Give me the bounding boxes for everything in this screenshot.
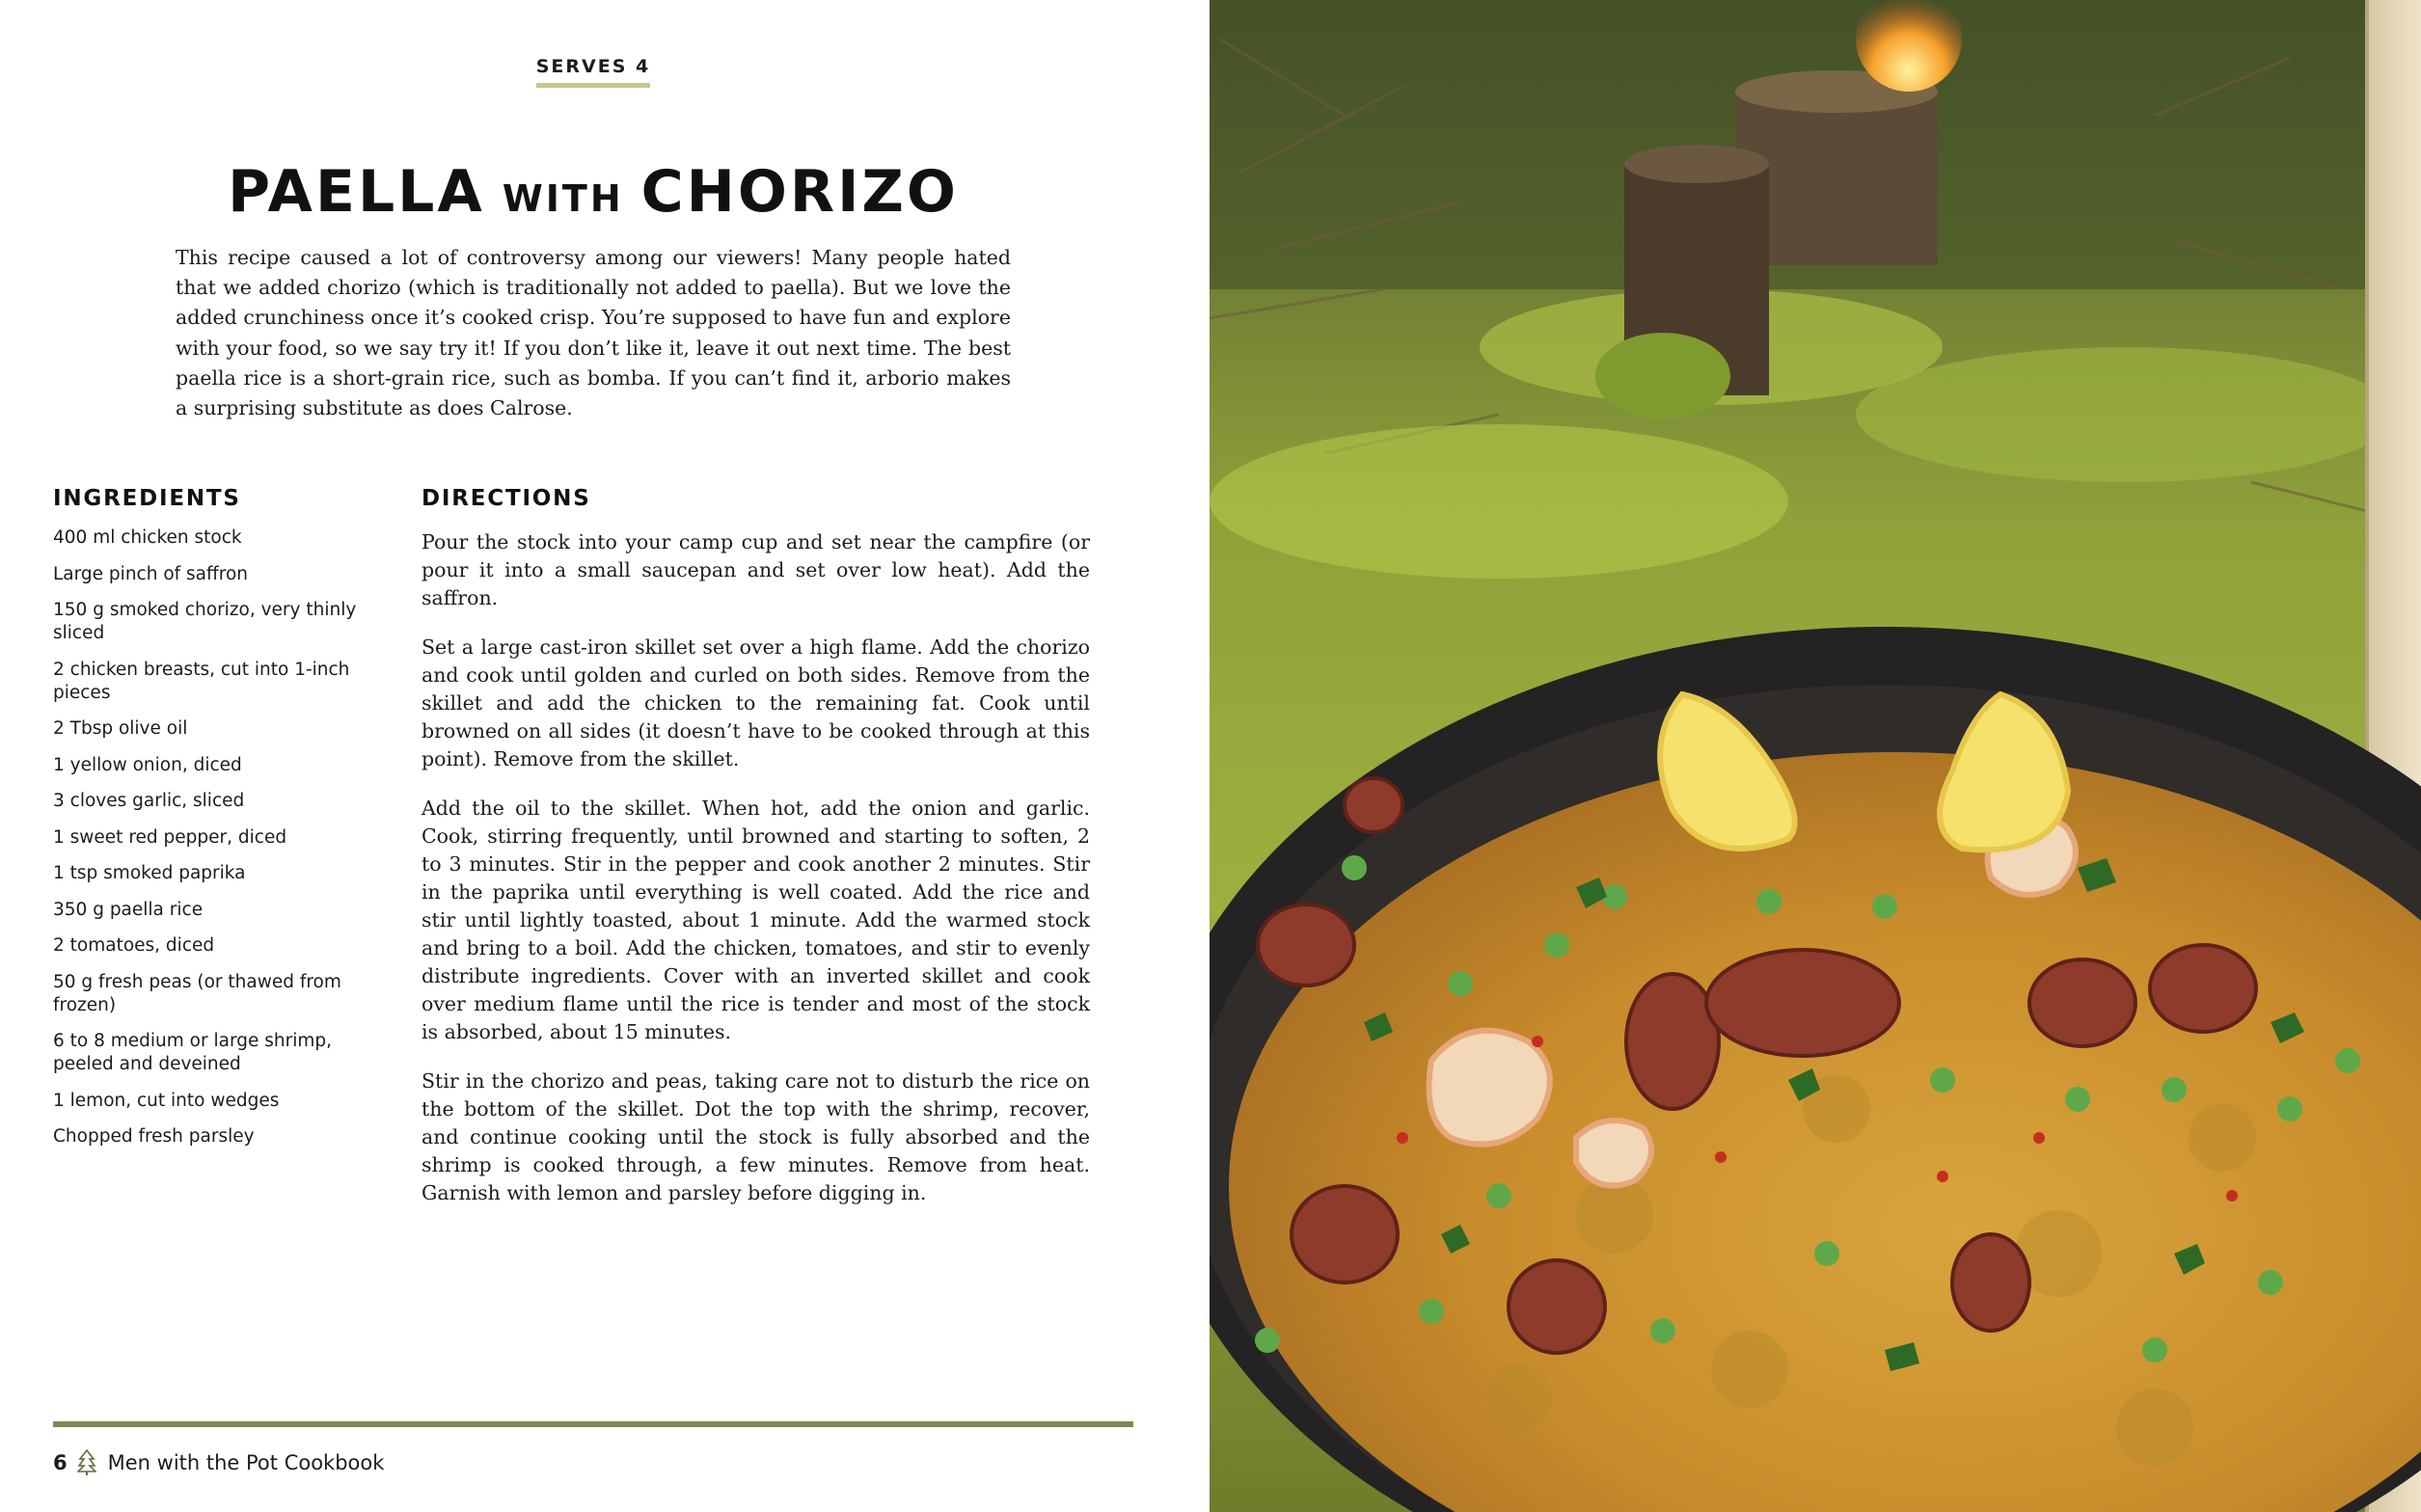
ingredient-item: 2 Tbsp olive oil — [53, 718, 188, 739]
left-page — [0, 0, 1210, 1512]
direction-step: Add the oil to the skillet. When hot, add the onion and garlic. Cook, stirring frequently, until browned and starting to soften, 2 to 3 minutes. Stir in the pepper and cook another 2 minutes. Stir in the paprika until everything is well coated. Add the rice and stir until lightly toasted, about 1 minute. Add the warmed stock and bring to a boil. Add the chicken, tomatoes, and stir to evenly distribute ingredients. Cover with an inverted skillet and cook over medium flame until the rice is tender and most of the stock is absorbed, about 15 minutes. — [422, 796, 1090, 1043]
ingredient-item: 1 tsp smoked paprika — [53, 863, 246, 883]
recipe-title — [0, 158, 1186, 226]
direction-step: Set a large cast-iron skillet set over a high flame. Add the chorizo and cook until golden and curled on both sides. Remove from the skillet and add the chicken to the remaining fat. Cook until browned on all sides (it doesn’t have to be cooked through at this point). Remove from the skillet. — [422, 635, 1090, 770]
ingredient-item: 50 g fresh peas (or thawed from frozen) — [53, 971, 341, 1015]
directions-body — [422, 528, 1090, 1228]
ingredient-item: 1 yellow onion, diced — [53, 754, 242, 775]
book-title: Men with the Pot Cookbook — [107, 1451, 385, 1474]
serves-label — [0, 56, 1186, 88]
right-page — [1210, 0, 2421, 1512]
footer-rule — [53, 1421, 1133, 1427]
ingredients-heading: INGREDIENTS — [53, 486, 241, 511]
direction-step: Stir in the chorizo and peas, taking care not to disturb the rice on the bottom of the skillet. Dot the top with the shrimp, recover, and continue cooking until the stock is fully absorbed and the shrimp is cooked through, a few minutes. Remove from heat. Garnish with lemon and parsley before digging in. — [422, 1069, 1090, 1204]
ingredient-item: 2 tomatoes, diced — [53, 935, 215, 956]
page-number: 6 — [53, 1451, 68, 1474]
pine-tree-icon — [77, 1449, 96, 1476]
direction-step: Pour the stock into your camp cup and set near the campfire (or pour it into a small saucepan and set over low heat). Add the saffron. — [422, 530, 1090, 609]
ingredient-item: 150 g smoked chorizo, very thinly sliced — [53, 600, 357, 643]
serves-text: SERVES 4 — [536, 56, 651, 88]
paella-photo — [1210, 0, 2421, 1512]
ingredient-item: 2 chicken breasts, cut into 1-inch pieces — [53, 659, 350, 703]
recipe-intro: This recipe caused a lot of controversy among our viewers! Many people hated that we added chorizo (which is traditionally not added to paella). But we love the added crunchiness once it’s cooked crisp. You’re supposed to have fun and explore with your food, so we say try it! If you don’t like it, leave it out next time. The best paella rice is a short-grain rice, such as bomba. If you can’t find it, arborio makes a surprising substitute as does Calrose. — [176, 246, 1011, 420]
ingredient-item: Large pinch of saffron — [53, 563, 248, 584]
ingredient-item: 1 lemon, cut into wedges — [53, 1090, 280, 1111]
title-word-paella: PAELLA — [228, 158, 485, 226]
page-footer — [53, 1449, 384, 1476]
directions-heading: DIRECTIONS — [422, 486, 591, 511]
title-word-chorizo: CHORIZO — [640, 158, 959, 226]
ingredient-item: 3 cloves garlic, sliced — [53, 791, 245, 811]
ingredient-item: 350 g paella rice — [53, 899, 204, 920]
title-word-with: WITH — [502, 177, 624, 220]
ingredient-item: 1 sweet red pepper, diced — [53, 826, 287, 848]
ingredient-item: 400 ml chicken stock — [53, 527, 242, 548]
ingredient-item: 6 to 8 medium or large shrimp, peeled and deveined — [53, 1031, 332, 1074]
ingredient-item: Chopped fresh parsley — [53, 1126, 255, 1147]
ingredients-list — [53, 526, 362, 1162]
